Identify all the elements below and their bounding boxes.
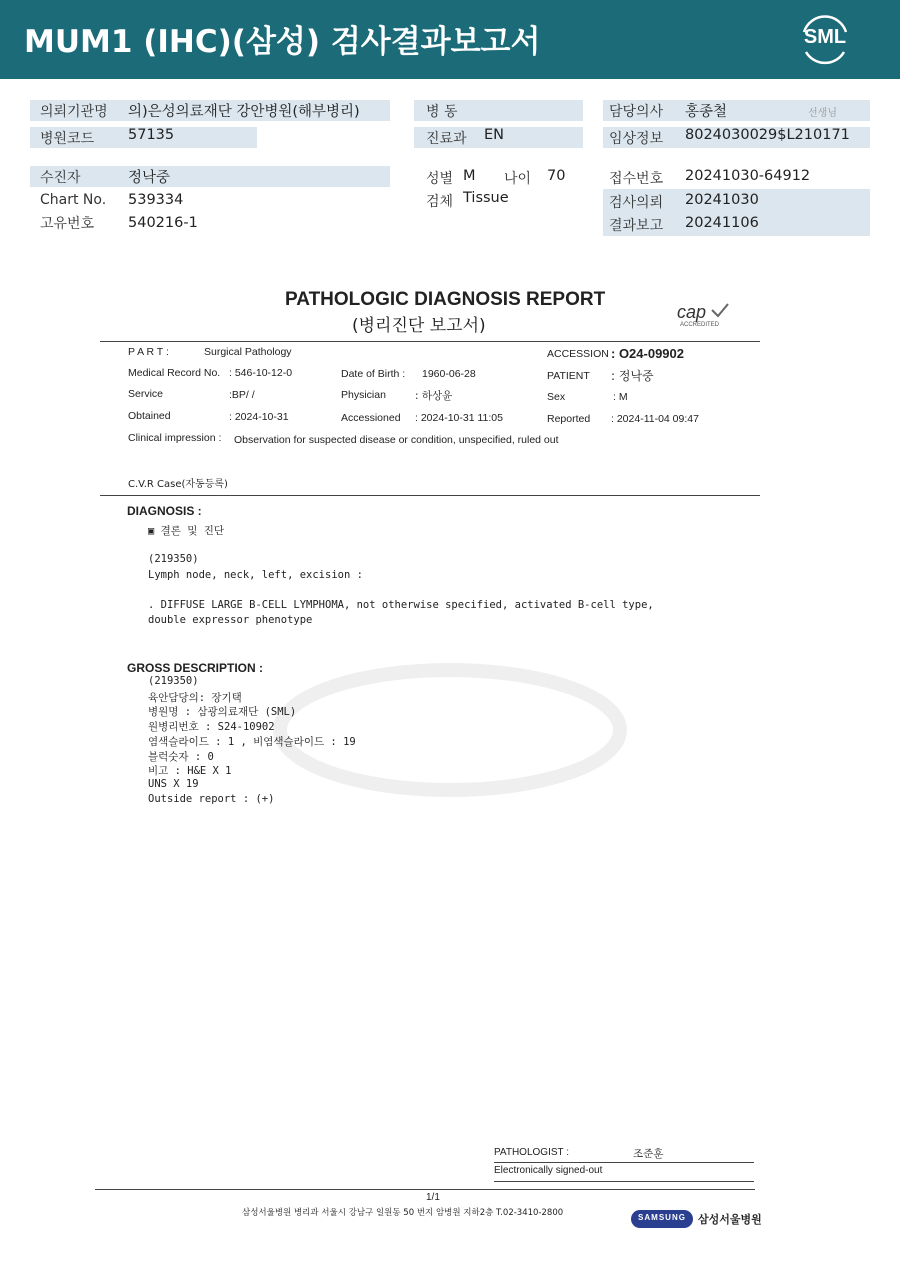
chart-value: 539334 <box>128 192 184 208</box>
request-value: 20241030 <box>685 192 759 208</box>
page-title: MUM1 (IHC)(삼성) 검사결과보고서 <box>24 24 541 60</box>
diagnosis-heading: DIAGNOSIS : <box>127 504 202 518</box>
dob-label: Date of Birth : <box>341 368 406 380</box>
pathologist-label: PATHOLOGIST : <box>494 1147 570 1158</box>
patient-value-report: : 정낙중 <box>611 369 654 383</box>
cap-text: cap <box>677 302 707 322</box>
gross-line: 염색슬라이드 : 1 , 비염색슬라이드 : 19 <box>148 735 356 748</box>
samsung-logo-text: SAMSUNG <box>638 1213 686 1222</box>
hospital-code-label: 병원코드 <box>40 131 95 147</box>
footer-rule <box>95 1189 755 1190</box>
gross-line: 병원명 : 삼광의료재단 (SML) <box>148 706 297 719</box>
clinical-info-value: 8024030029$L210171 <box>685 127 850 143</box>
footer-address: 삼성서울병원 병리과 서울시 강남구 일원동 50 번지 암병원 지하2층 T.02-3410-2800 <box>242 1208 564 1218</box>
patient-label-report: PATIENT <box>547 370 590 382</box>
samsung-logo <box>631 1210 693 1228</box>
doctor-label: 담당의사 <box>609 104 664 120</box>
part-label: P A R T : <box>128 346 169 358</box>
signature-rule <box>494 1162 754 1163</box>
diagnosis-line: ▣ 결론 및 진단 <box>148 525 225 537</box>
gross-line: 원병리번호 : S24-10902 <box>148 721 275 734</box>
department-value: EN <box>484 127 505 143</box>
hospital-name: 삼성서울병원 <box>698 1213 762 1226</box>
accessioned-label: Accessioned <box>341 412 401 424</box>
chart-label: Chart No. <box>40 192 107 208</box>
cap-logo <box>677 302 730 323</box>
specimen-label: 검체 <box>426 194 454 210</box>
patient-box <box>30 166 390 187</box>
esign-text: Electronically signed-out <box>494 1165 603 1176</box>
reported-label: Reported <box>547 413 591 425</box>
obtained-label: Obtained <box>128 410 171 422</box>
department-label: 진료과 <box>426 131 467 147</box>
report-label: 결과보고 <box>609 218 664 234</box>
report-value: 20241106 <box>685 215 759 231</box>
accessioned-value: : 2024-10-31 11:05 <box>415 412 503 424</box>
hospital-code-value: 57135 <box>128 127 175 143</box>
receipt-value: 20241030-64912 <box>685 168 811 184</box>
unique-id-label: 고유번호 <box>40 216 95 232</box>
gross-line: 육안담당의: 장기택 <box>148 691 242 704</box>
patient-value: 정낙중 <box>128 170 171 186</box>
gross-heading: GROSS DESCRIPTION : <box>127 661 264 675</box>
report-subtitle: (병리진단 보고서) <box>352 316 486 336</box>
accession-label: ACCESSION <box>547 348 609 360</box>
doctor-suffix: 선생님 <box>808 108 837 119</box>
doctor-value: 홍종철 <box>685 104 728 120</box>
mrn-label: Medical Record No. <box>128 367 221 379</box>
gross-line: 블럭숫자 : 0 <box>148 750 214 763</box>
report-top-rule <box>100 341 760 342</box>
service-value: :BP/ / <box>229 389 255 401</box>
report-title: PATHOLOGIC DIAGNOSIS REPORT <box>285 289 606 310</box>
unique-id-value: 540216-1 <box>128 215 198 231</box>
dob-value: 1960-06-28 <box>422 368 476 380</box>
physician-label: Physician <box>341 389 386 401</box>
sex-label-report: Sex <box>547 391 566 403</box>
part-value: Surgical Pathology <box>204 346 292 358</box>
reported-value: : 2024-11-04 09:47 <box>611 413 699 425</box>
pathologist-value: 조준훈 <box>633 1148 664 1160</box>
diagnosis-line: (219350) <box>148 553 199 566</box>
accession-value: : O24-09902 <box>611 346 684 361</box>
clinical-label: Clinical impression : <box>128 432 222 444</box>
sex-value-report: : M <box>613 391 628 403</box>
diagnosis-line: . DIFFUSE LARGE B-CELL LYMPHOMA, not otherwise specified, activated B-cell type, <box>148 599 654 611</box>
sex-label: 성별 <box>426 171 454 187</box>
sml-logo <box>796 12 854 66</box>
sex-value: M <box>463 168 476 184</box>
gross-line: UNS X 19 <box>148 777 199 790</box>
cap-accredited: ACCREDITED <box>680 322 720 328</box>
watermark-logo <box>260 660 640 800</box>
gross-line: (219350) <box>148 675 199 687</box>
physician-value: : 하상윤 <box>415 390 453 402</box>
diagnosis-line: Lymph node, neck, left, excision : <box>148 568 363 581</box>
receipt-label: 접수번호 <box>609 171 664 187</box>
age-value: 70 <box>547 168 566 184</box>
gross-line: Outside report : (+) <box>148 792 275 805</box>
signature-bottom-rule <box>494 1181 754 1182</box>
gross-line: 비고 : H&E X 1 <box>148 765 232 778</box>
header-bar <box>0 0 900 79</box>
clinical-value: Observation for suspected disease or condition, unspecified, ruled out <box>234 434 559 446</box>
report-mid-rule <box>100 495 760 496</box>
institution-value: 의)은성의료재단 강안병원(해부병리) <box>128 104 360 120</box>
logo-text: SML <box>803 26 847 48</box>
patient-label: 수진자 <box>40 170 81 186</box>
specimen-value: Tissue <box>463 190 509 206</box>
mrn-value: : 546-10-12-0 <box>229 367 293 379</box>
clinical-info-label: 임상정보 <box>609 131 664 147</box>
institution-label: 의뢰기관명 <box>40 104 108 120</box>
diagnosis-line: double expressor phenotype <box>148 614 313 627</box>
page-number: 1/1 <box>426 1192 440 1203</box>
cvr-case: C.V.R Case(자동등록) <box>128 479 228 490</box>
service-label: Service <box>128 388 164 400</box>
obtained-value: : 2024-10-31 <box>229 411 289 423</box>
ward-label: 병 동 <box>426 104 458 120</box>
request-label: 검사의뢰 <box>609 195 664 211</box>
age-label: 나이 <box>504 171 532 187</box>
cap-check-icon <box>710 302 730 318</box>
